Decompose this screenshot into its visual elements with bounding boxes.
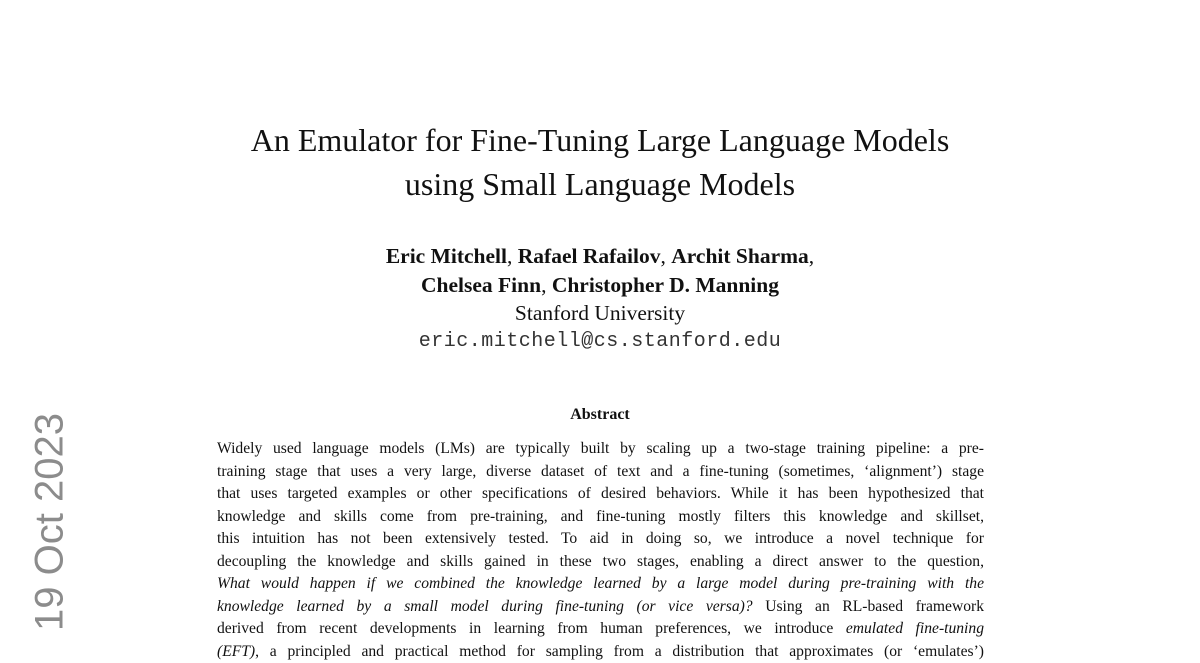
author-name: Christopher D. Manning bbox=[552, 273, 779, 297]
title-line-1: An Emulator for Fine-Tuning Large Language Models bbox=[0, 118, 1200, 162]
abstract-italic-term: emulated fine-tuning bbox=[846, 620, 984, 637]
abstract-line-text: Using an RL-based framework bbox=[753, 598, 984, 615]
abstract-heading: Abstract bbox=[0, 405, 1200, 425]
author-name: Chelsea Finn bbox=[421, 273, 541, 297]
author-block bbox=[0, 242, 1200, 356]
author-email: eric.mitchell@cs.stanford.edu bbox=[0, 328, 1200, 357]
paper-title bbox=[0, 118, 1200, 206]
abstract-italic-question: What would happen if we combined the knowledge learned by a large model during pre-training with the bbox=[217, 575, 984, 592]
author-line-1: Eric Mitchell, Rafael Rafailov, Archit Sharma, bbox=[0, 242, 1200, 271]
affiliation: Stanford University bbox=[0, 299, 1200, 328]
abstract-line: training stage that uses a very large, diverse dataset of text and a fine-tuning (sometimes, ‘alignment’) stage bbox=[217, 461, 984, 484]
abstract-line: decoupling the knowledge and skills gained in these two stages, enabling a direct answer to the question, bbox=[217, 551, 984, 574]
abstract-line bbox=[217, 573, 984, 596]
author-line-2: Chelsea Finn, Christopher D. Manning bbox=[0, 271, 1200, 300]
abstract-line-text: , a principled and practical method for sampling from a distribution that approximates (or ‘emulates’) bbox=[255, 643, 984, 660]
abstract-line: Widely used language models (LMs) are typically built by scaling up a two-stage training pipeline: a pre- bbox=[217, 438, 984, 461]
author-name: Rafael Rafailov bbox=[518, 244, 661, 268]
arxiv-date-stamp: 19 Oct 2023 bbox=[28, 413, 73, 631]
abstract-line: knowledge and skills come from pre-training, and fine-tuning mostly filters this knowledge and skillset, bbox=[217, 506, 984, 529]
abstract-line: that uses targeted examples or other specifications of desired behaviors. While it has been hypothesized that bbox=[217, 483, 984, 506]
abstract-line bbox=[217, 641, 984, 663]
author-name: Archit Sharma bbox=[671, 244, 809, 268]
abstract-line: this intuition has not been extensively tested. To aid in doing so, we introduce a novel technique for bbox=[217, 528, 984, 551]
abstract-italic-question: knowledge learned by a small model during fine-tuning (or vice versa)? bbox=[217, 598, 753, 615]
abstract-line bbox=[217, 618, 984, 641]
abstract-line-text: derived from recent developments in learning from human preferences, we introduce bbox=[217, 620, 846, 637]
abstract-body bbox=[217, 438, 984, 663]
abstract-line bbox=[217, 596, 984, 619]
title-line-2: using Small Language Models bbox=[0, 162, 1200, 206]
author-name: Eric Mitchell bbox=[386, 244, 507, 268]
abstract-italic-term: (EFT) bbox=[217, 643, 255, 660]
